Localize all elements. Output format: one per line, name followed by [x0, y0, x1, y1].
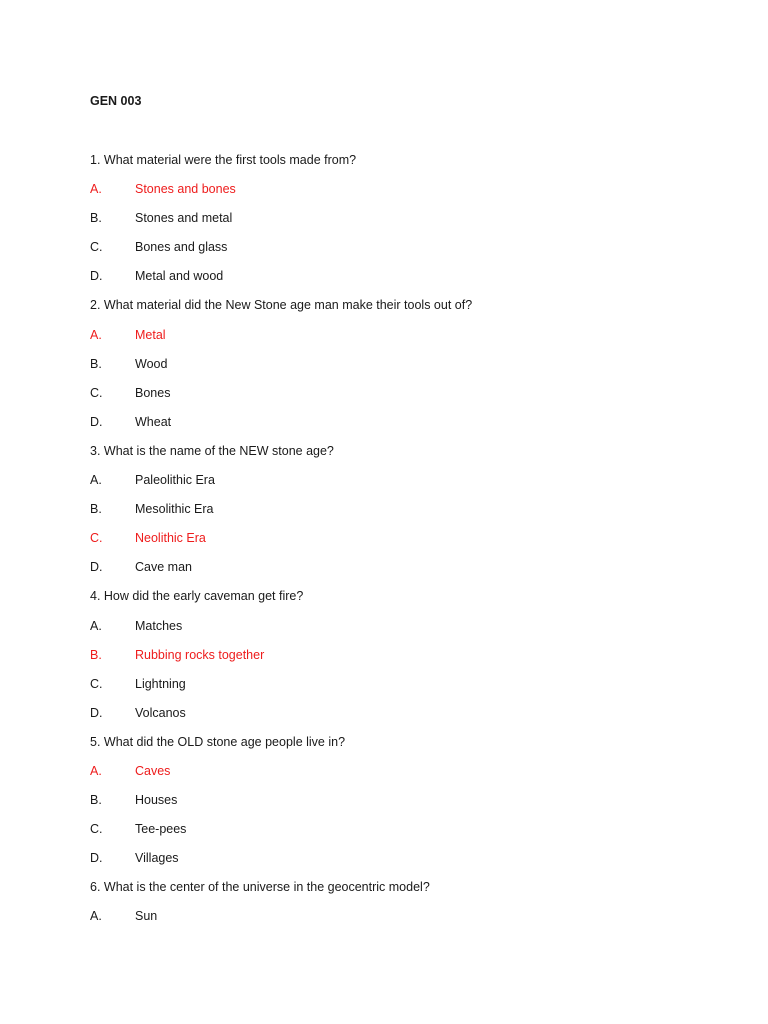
- question-text: 6. What is the center of the universe in the geocentric model?: [90, 880, 430, 895]
- question-text: 5. What did the OLD stone age people live in?: [90, 734, 346, 749]
- answer-option-correct: [90, 326, 710, 355]
- option-letter: A.: [90, 327, 102, 342]
- option-letter: C.: [90, 676, 103, 691]
- answer-option: [90, 413, 710, 442]
- question-list: [90, 151, 710, 937]
- option-text: Stones and metal: [135, 211, 233, 226]
- option-text: Villages: [135, 851, 179, 866]
- option-letter: B.: [90, 356, 102, 371]
- option-letter: C.: [90, 385, 103, 400]
- answer-option: [90, 384, 710, 413]
- option-text: Bones and glass: [135, 240, 228, 255]
- document-title: GEN 003: [90, 94, 142, 108]
- answer-option-correct: [90, 529, 710, 558]
- option-text: Bones: [135, 385, 171, 400]
- answer-option: [90, 355, 710, 384]
- answer-option: [90, 267, 710, 296]
- option-letter: D.: [90, 851, 103, 866]
- answer-option: [90, 558, 710, 587]
- question-text: 1. What material were the first tools made from?: [90, 153, 357, 167]
- option-text: Paleolithic Era: [135, 473, 215, 488]
- option-text: Wheat: [135, 414, 172, 429]
- question-5: [90, 733, 710, 762]
- option-letter: B.: [90, 502, 102, 517]
- option-letter: C.: [90, 822, 103, 837]
- option-letter: D.: [90, 560, 103, 575]
- option-letter: A.: [90, 763, 102, 778]
- question-1: [90, 151, 710, 180]
- option-text: Metal and wood: [135, 269, 224, 284]
- option-letter: D.: [90, 414, 103, 429]
- option-letter: A.: [90, 618, 102, 633]
- answer-option: [90, 820, 710, 849]
- option-text: Cave man: [135, 560, 192, 575]
- answer-option-correct: [90, 762, 710, 791]
- option-letter: A.: [90, 182, 102, 197]
- option-text: Volcanos: [135, 705, 186, 720]
- option-text: Tee-pees: [135, 822, 187, 837]
- question-text: 3. What is the name of the NEW stone age?: [90, 443, 334, 458]
- option-text: Caves: [135, 763, 171, 778]
- option-letter: C.: [90, 531, 103, 546]
- answer-option: [90, 704, 710, 733]
- answer-option-correct: [90, 646, 710, 675]
- answer-option: [90, 907, 710, 936]
- option-letter: A.: [90, 909, 102, 924]
- answer-option: [90, 471, 710, 500]
- option-text: Matches: [135, 618, 183, 633]
- answer-option: [90, 209, 710, 238]
- question-text: 4. How did the early caveman get fire?: [90, 589, 304, 604]
- option-letter: B.: [90, 793, 102, 808]
- option-text: Rubbing rocks together: [135, 647, 265, 662]
- option-letter: D.: [90, 705, 103, 720]
- option-text: Mesolithic Era: [135, 502, 214, 517]
- answer-option: [90, 675, 710, 704]
- answer-option: [90, 500, 710, 529]
- option-letter: B.: [90, 647, 102, 662]
- option-letter: A.: [90, 473, 102, 488]
- question-6: [90, 878, 710, 907]
- answer-option: [90, 617, 710, 646]
- option-text: Stones and bones: [135, 182, 236, 197]
- answer-option: [90, 791, 710, 820]
- option-text: Lightning: [135, 676, 186, 691]
- option-text: Metal: [135, 327, 166, 342]
- option-text: Sun: [135, 909, 158, 924]
- answer-option-correct: [90, 180, 710, 209]
- question-4: [90, 587, 710, 616]
- answer-option: [90, 238, 710, 267]
- answer-option: [90, 849, 710, 878]
- option-letter: D.: [90, 269, 103, 284]
- question-3: [90, 442, 710, 471]
- option-text: Neolithic Era: [135, 531, 206, 546]
- question-2: [90, 296, 710, 325]
- option-letter: C.: [90, 240, 103, 255]
- option-text: Houses: [135, 793, 178, 808]
- option-letter: B.: [90, 211, 102, 226]
- question-text: 2. What material did the New Stone age man make their tools out of?: [90, 298, 473, 313]
- option-text: Wood: [135, 356, 168, 371]
